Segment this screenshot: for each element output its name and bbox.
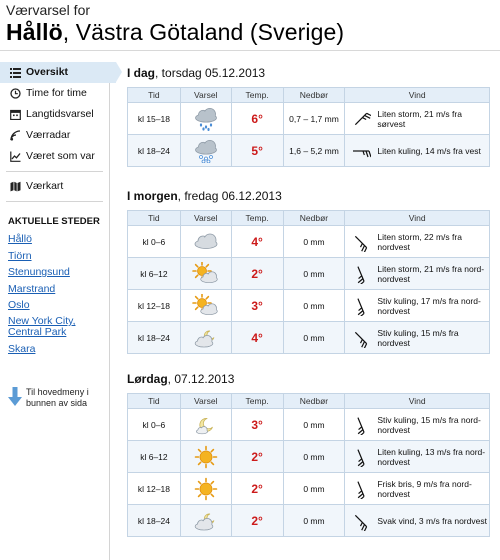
wind-description: Liten kuling, 13 m/s fra nord-nordvest (377, 446, 486, 467)
nav-label: Værkart (26, 180, 64, 192)
sun-cloud-icon (191, 262, 221, 286)
precipitation-cell: 1,6 – 5,2 mm (283, 135, 345, 167)
temperature-cell: 6° (231, 103, 283, 135)
precipitation-cell: 0 mm (283, 505, 345, 537)
forecast-row (128, 505, 490, 537)
sun-icon (191, 445, 221, 469)
wind-description: Liten storm, 22 m/s fra nordvest (377, 231, 462, 252)
column-header-time: Tid (128, 88, 181, 103)
wind-info (351, 479, 489, 499)
forecast-table (127, 210, 490, 354)
precipitation-cell: 0 mm (283, 322, 345, 354)
wind-info (351, 264, 489, 284)
nav-label: Langtidsvarsel (26, 108, 94, 120)
day-heading (127, 66, 490, 80)
place-link-tiorn[interactable]: Tiörn (8, 249, 32, 262)
page-header (6, 2, 496, 48)
wind-description: Liten storm, 21 m/s fra sørvest (377, 108, 462, 129)
time-cell: kl 15–18 (128, 103, 181, 135)
column-header-symbol: Varsel (180, 394, 231, 409)
day-label: I dag (127, 66, 156, 80)
places-heading: AKTUELLE STEDER (8, 216, 100, 227)
wind-cell (345, 226, 490, 258)
column-header-wind: Vind (345, 88, 490, 103)
column-header-symbol: Varsel (180, 211, 231, 226)
nav-item-oversikt[interactable] (0, 62, 116, 83)
time-cell: kl 18–24 (128, 135, 181, 167)
place-link-hallo[interactable]: Hållö (8, 233, 32, 245)
wind-arrow-icon (351, 479, 371, 499)
column-header-time: Tid (128, 394, 181, 409)
column-header-precip: Nedbør (283, 88, 345, 103)
moon-cloud-icon (191, 326, 221, 350)
day-label: Lørdag (127, 372, 168, 386)
day-heading (127, 372, 490, 386)
wind-info (351, 232, 489, 252)
place-region: , Västra Götaland (Sverige) (62, 19, 345, 45)
wind-info (351, 109, 489, 129)
nav-label: Været som var (26, 150, 95, 162)
moon-icon (191, 413, 221, 437)
wind-cell (345, 290, 490, 322)
wind-info (351, 447, 489, 467)
map-icon (10, 181, 21, 192)
time-cell: kl 18–24 (128, 505, 181, 537)
wind-description: Liten kuling, 14 m/s fra vest (377, 145, 481, 156)
forecast-row (128, 441, 490, 473)
day-date: , 07.12.2013 (167, 372, 235, 386)
forecast-day (127, 372, 490, 537)
precipitation-cell: 0 mm (283, 258, 345, 290)
symbol-cell (180, 290, 231, 322)
day-heading (127, 189, 490, 203)
places-list (0, 233, 109, 355)
wind-info (351, 328, 489, 348)
wind-description: Stiv kuling, 17 m/s fra nord-nordvest (377, 295, 481, 316)
cloud-icon (191, 230, 221, 254)
forecast-row (128, 258, 490, 290)
temperature-cell: 5° (231, 135, 283, 167)
column-header-symbol: Varsel (180, 88, 231, 103)
wind-info (351, 511, 489, 531)
precipitation-cell: 0 mm (283, 290, 345, 322)
column-header-temp: Temp. (231, 394, 283, 409)
place-name: Hållö (6, 19, 63, 45)
symbol-cell (180, 473, 231, 505)
nav-divider (6, 201, 103, 202)
column-header-precip: Nedbør (283, 394, 345, 409)
wind-arrow-icon (351, 109, 371, 129)
sidebar (0, 62, 110, 560)
time-cell: kl 18–24 (128, 322, 181, 354)
day-date: , fredag 06.12.2013 (177, 189, 282, 203)
temperature-cell: 2° (231, 473, 283, 505)
wind-cell (345, 135, 490, 167)
header-divider (0, 50, 500, 51)
nav-item-langtidsvarsel[interactable] (0, 104, 109, 125)
wind-cell (345, 441, 490, 473)
place-link-marstrand[interactable]: Marstrand (8, 282, 56, 295)
forecast-row (128, 290, 490, 322)
forecast-table (127, 87, 490, 167)
forecast-row (128, 409, 490, 441)
temperature-cell: 2° (231, 505, 283, 537)
column-header-wind: Vind (345, 394, 490, 409)
wind-description: Frisk bris, 9 m/s fra nord-nordvest (377, 478, 472, 499)
wind-description: Stiv kuling, 15 m/s fra nordvest (377, 327, 459, 348)
wind-arrow-icon (351, 415, 371, 435)
column-header-temp: Temp. (231, 211, 283, 226)
clock-icon (10, 88, 21, 99)
cloud-snow-icon (191, 139, 221, 163)
nav-label: Værradar (26, 129, 71, 141)
forecast-row (128, 226, 490, 258)
symbol-cell (180, 258, 231, 290)
precipitation-cell: 0 mm (283, 441, 345, 473)
forecast-row (128, 103, 490, 135)
back-to-menu-text: Til hovedmeny i bunnen av sida (26, 387, 89, 408)
wind-arrow-icon (351, 328, 371, 348)
temperature-cell: 4° (231, 226, 283, 258)
nav-label: Time for time (26, 87, 87, 99)
time-cell: kl 12–18 (128, 473, 181, 505)
place-link-skara[interactable]: Skara (8, 342, 36, 355)
precipitation-cell: 0,7 – 1,7 mm (283, 103, 345, 135)
place-link-oslo[interactable]: Oslo (8, 299, 30, 312)
symbol-cell (180, 441, 231, 473)
symbol-cell (180, 409, 231, 441)
time-cell: kl 0–6 (128, 226, 181, 258)
day-date: , torsdag 05.12.2013 (155, 66, 266, 80)
place-link-stenungsund[interactable]: Stenungsund (8, 266, 70, 279)
symbol-cell (180, 505, 231, 537)
table-header-row (128, 211, 490, 226)
precipitation-cell: 0 mm (283, 409, 345, 441)
temperature-cell: 4° (231, 322, 283, 354)
wind-description: Liten storm, 21 m/s fra nord-nordvest (377, 263, 485, 284)
wind-arrow-icon (351, 264, 371, 284)
wind-info (351, 415, 489, 435)
sun-cloud-icon (191, 294, 221, 318)
time-cell: kl 6–12 (128, 441, 181, 473)
wind-arrow-icon (351, 511, 371, 531)
wind-info (351, 296, 489, 316)
wind-description: Svak vind, 3 m/s fra nordvest (377, 515, 487, 526)
wind-cell (345, 258, 490, 290)
temperature-cell: 2° (231, 258, 283, 290)
wind-arrow-icon (351, 296, 371, 316)
temperature-cell: 2° (231, 441, 283, 473)
nav-divider (6, 171, 103, 172)
nav-label: Oversikt (26, 66, 69, 78)
column-header-time: Tid (128, 211, 181, 226)
page-title (6, 18, 496, 46)
chart-line-icon (10, 151, 21, 162)
forecast-row (128, 135, 490, 167)
column-header-temp: Temp. (231, 88, 283, 103)
time-cell: kl 12–18 (128, 290, 181, 322)
forecast-day (127, 66, 490, 167)
place-link-new-york[interactable]: New York City, Central Park (8, 314, 76, 338)
wind-arrow-icon (351, 447, 371, 467)
radar-icon (10, 130, 21, 141)
calendar-icon (10, 109, 21, 120)
wind-info (351, 141, 489, 161)
temperature-cell: 3° (231, 409, 283, 441)
forecast-day (127, 189, 490, 354)
column-header-wind: Vind (345, 211, 490, 226)
cloud-rain-icon (191, 107, 221, 131)
wind-description: Stiv kuling, 15 m/s fra nord-nordvest (377, 414, 481, 435)
day-label: I morgen (127, 189, 178, 203)
forecast-row (128, 473, 490, 505)
precipitation-cell: 0 mm (283, 226, 345, 258)
forecast-row (128, 322, 490, 354)
moon-cloud-icon (191, 509, 221, 533)
wind-arrow-icon (351, 232, 371, 252)
nav-item-vaerradar[interactable] (0, 125, 109, 146)
wind-cell (345, 322, 490, 354)
temperature-cell: 3° (231, 290, 283, 322)
symbol-cell (180, 135, 231, 167)
page-subtitle: Værvarsel for (6, 2, 91, 18)
wind-cell (345, 103, 490, 135)
table-header-row (128, 88, 490, 103)
symbol-cell (180, 226, 231, 258)
nav-item-vaeret-som-var[interactable] (0, 146, 109, 167)
arrow-down-icon (8, 387, 22, 407)
table-header-row (128, 394, 490, 409)
wind-cell (345, 505, 490, 537)
forecast-table (127, 393, 490, 537)
symbol-cell (180, 103, 231, 135)
list-icon (10, 67, 21, 78)
time-cell: kl 0–6 (128, 409, 181, 441)
wind-cell (345, 409, 490, 441)
back-to-menu-link[interactable] (8, 387, 108, 409)
column-header-precip: Nedbør (283, 211, 345, 226)
sidebar-nav (0, 62, 109, 202)
symbol-cell (180, 322, 231, 354)
nav-item-vaerkart[interactable] (0, 176, 109, 197)
wind-cell (345, 473, 490, 505)
wind-arrow-icon (351, 141, 371, 161)
sun-icon (191, 477, 221, 501)
precipitation-cell: 0 mm (283, 473, 345, 505)
time-cell: kl 6–12 (128, 258, 181, 290)
nav-item-time-for-time[interactable] (0, 83, 109, 104)
